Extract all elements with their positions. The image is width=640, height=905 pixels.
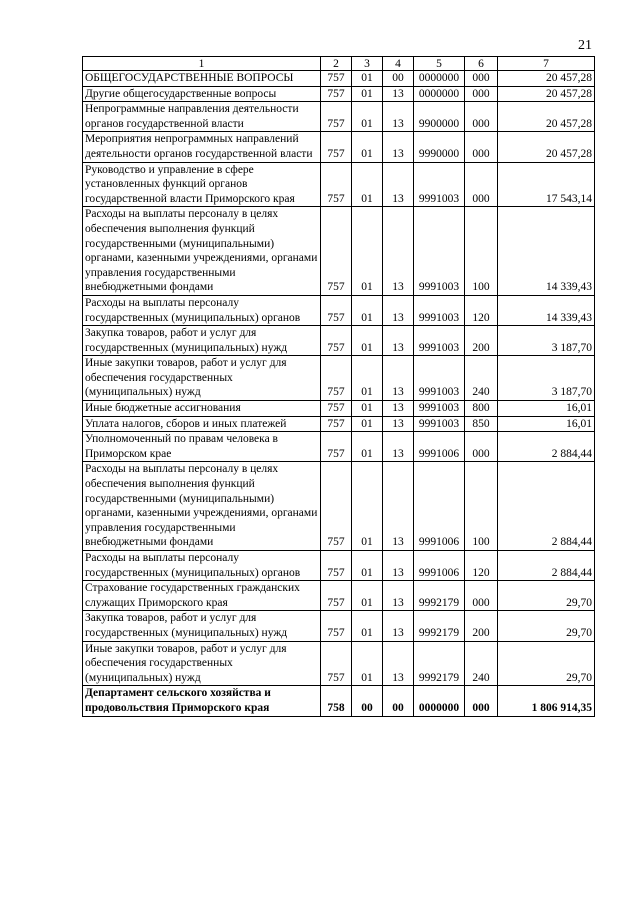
row-code-cell: 9992179: [414, 641, 465, 686]
row-amount-cell: 20 457,28: [498, 71, 595, 87]
row-code-cell: 01: [352, 356, 383, 401]
row-code-cell: 9991003: [414, 416, 465, 432]
row-code-cell: 01: [352, 641, 383, 686]
row-name-cell: Закупка товаров, работ и услуг для государственных (муниципальных) нужд: [83, 326, 321, 356]
row-name-cell: Иные закупки товаров, работ и услуг для обеспечения государственных (муниципальных) нужд: [83, 641, 321, 686]
row-code-cell: 757: [321, 462, 352, 551]
row-name-cell: Департамент сельского хозяйства и продовольствия Приморского края: [83, 686, 321, 716]
row-name-cell: Страхование государственных гражданских служащих Приморского края: [83, 581, 321, 611]
row-code-cell: 01: [352, 162, 383, 207]
row-code-cell: 9991006: [414, 462, 465, 551]
row-code-cell: 13: [383, 207, 414, 296]
row-code-cell: 00: [383, 686, 414, 716]
row-amount-cell: 29,70: [498, 611, 595, 641]
row-amount-cell: 2 884,44: [498, 462, 595, 551]
row-code-cell: 757: [321, 102, 352, 132]
row-code-cell: 757: [321, 551, 352, 581]
row-code-cell: 757: [321, 132, 352, 162]
row-amount-cell: 3 187,70: [498, 356, 595, 401]
row-name-cell: Непрограммные направления деятельности органов государственной власти: [83, 102, 321, 132]
row-code-cell: 758: [321, 686, 352, 716]
row-code-cell: 000: [465, 132, 498, 162]
row-amount-cell: 20 457,28: [498, 132, 595, 162]
row-name-cell: Иные бюджетные ассигнования: [83, 401, 321, 417]
row-code-cell: 000: [465, 432, 498, 462]
row-code-cell: 01: [352, 462, 383, 551]
row-code-cell: 800: [465, 401, 498, 417]
table-row: [83, 581, 595, 611]
table-row: [83, 207, 595, 296]
row-code-cell: 000: [465, 86, 498, 102]
table-row: [83, 132, 595, 162]
row-code-cell: 757: [321, 641, 352, 686]
row-code-cell: 120: [465, 295, 498, 325]
row-code-cell: 757: [321, 71, 352, 87]
row-code-cell: 01: [352, 71, 383, 87]
page-number: 21: [578, 38, 592, 53]
header-cell: 1: [83, 57, 321, 71]
row-code-cell: 120: [465, 551, 498, 581]
row-code-cell: 9992179: [414, 581, 465, 611]
row-name-cell: Закупка товаров, работ и услуг для государственных (муниципальных) нужд: [83, 611, 321, 641]
row-code-cell: 0000000: [414, 686, 465, 716]
row-code-cell: 01: [352, 86, 383, 102]
table-row: [83, 356, 595, 401]
row-code-cell: 13: [383, 551, 414, 581]
row-code-cell: 757: [321, 326, 352, 356]
row-code-cell: 0000000: [414, 86, 465, 102]
row-code-cell: 01: [352, 102, 383, 132]
row-code-cell: 100: [465, 207, 498, 296]
row-code-cell: 13: [383, 611, 414, 641]
table-row: [83, 102, 595, 132]
row-code-cell: 13: [383, 102, 414, 132]
row-code-cell: 757: [321, 86, 352, 102]
row-code-cell: 9991003: [414, 162, 465, 207]
row-code-cell: 000: [465, 686, 498, 716]
row-amount-cell: 16,01: [498, 401, 595, 417]
row-code-cell: 240: [465, 641, 498, 686]
row-name-cell: Расходы на выплаты персоналу в целях обеспечения выполнения функций государственными (муниципальными) органами, казенными учреждениями, органами управления государственными внебюджетными фондами: [83, 207, 321, 296]
row-amount-cell: 14 339,43: [498, 207, 595, 296]
row-code-cell: 757: [321, 432, 352, 462]
row-code-cell: 000: [465, 102, 498, 132]
header-cell: 3: [352, 57, 383, 71]
row-code-cell: 757: [321, 581, 352, 611]
row-code-cell: 01: [352, 132, 383, 162]
row-amount-cell: 14 339,43: [498, 295, 595, 325]
header-cell: 4: [383, 57, 414, 71]
row-code-cell: 13: [383, 162, 414, 207]
row-code-cell: 757: [321, 611, 352, 641]
row-amount-cell: 29,70: [498, 581, 595, 611]
budget-table: [82, 56, 595, 717]
row-code-cell: 9991003: [414, 401, 465, 417]
row-code-cell: 757: [321, 295, 352, 325]
header-row: [83, 57, 595, 71]
row-name-cell: Мероприятия непрограммных направлений деятельности органов государственной власти: [83, 132, 321, 162]
row-code-cell: 757: [321, 162, 352, 207]
row-code-cell: 9992179: [414, 611, 465, 641]
table-row: [83, 432, 595, 462]
row-code-cell: 13: [383, 581, 414, 611]
table-row: [83, 686, 595, 716]
row-code-cell: 13: [383, 86, 414, 102]
header-cell: 2: [321, 57, 352, 71]
row-amount-cell: 17 543,14: [498, 162, 595, 207]
row-amount-cell: 20 457,28: [498, 86, 595, 102]
row-code-cell: 00: [383, 71, 414, 87]
row-code-cell: 757: [321, 207, 352, 296]
row-amount-cell: 16,01: [498, 416, 595, 432]
row-code-cell: 9991003: [414, 356, 465, 401]
table-row: [83, 71, 595, 87]
row-amount-cell: 1 806 914,35: [498, 686, 595, 716]
table-row: [83, 401, 595, 417]
row-code-cell: 13: [383, 416, 414, 432]
row-name-cell: Уполномоченный по правам человека в Приморском крае: [83, 432, 321, 462]
row-amount-cell: 20 457,28: [498, 102, 595, 132]
row-code-cell: 01: [352, 326, 383, 356]
row-code-cell: 9991003: [414, 295, 465, 325]
row-code-cell: 100: [465, 462, 498, 551]
table-row: [83, 551, 595, 581]
row-code-cell: 13: [383, 641, 414, 686]
header-cell: 6: [465, 57, 498, 71]
table-row: [83, 416, 595, 432]
row-code-cell: 200: [465, 326, 498, 356]
row-code-cell: 01: [352, 581, 383, 611]
row-code-cell: 0000000: [414, 71, 465, 87]
row-name-cell: Расходы на выплаты персоналу в целях обеспечения выполнения функций государственными (муниципальными) органами, казенными учреждениями, органами управления государственными внебюджетными фондами: [83, 462, 321, 551]
row-name-cell: ОБЩЕГОСУДАРСТВЕННЫЕ ВОПРОСЫ: [83, 71, 321, 87]
row-code-cell: 200: [465, 611, 498, 641]
row-code-cell: 13: [383, 462, 414, 551]
row-code-cell: 01: [352, 416, 383, 432]
row-code-cell: 13: [383, 356, 414, 401]
table-row: [83, 326, 595, 356]
row-code-cell: 13: [383, 432, 414, 462]
row-code-cell: 9991003: [414, 326, 465, 356]
row-code-cell: 757: [321, 401, 352, 417]
row-code-cell: 01: [352, 432, 383, 462]
row-name-cell: Другие общегосударственные вопросы: [83, 86, 321, 102]
row-code-cell: 13: [383, 326, 414, 356]
row-amount-cell: 2 884,44: [498, 551, 595, 581]
row-code-cell: 01: [352, 295, 383, 325]
table-row: [83, 641, 595, 686]
table-row: [83, 162, 595, 207]
row-code-cell: 01: [352, 551, 383, 581]
row-name-cell: Уплата налогов, сборов и иных платежей: [83, 416, 321, 432]
row-code-cell: 9991003: [414, 207, 465, 296]
table-row: [83, 86, 595, 102]
row-code-cell: 000: [465, 162, 498, 207]
row-code-cell: 13: [383, 295, 414, 325]
row-amount-cell: 2 884,44: [498, 432, 595, 462]
row-code-cell: 9990000: [414, 132, 465, 162]
row-amount-cell: 3 187,70: [498, 326, 595, 356]
table-row: [83, 462, 595, 551]
row-code-cell: 757: [321, 356, 352, 401]
row-code-cell: 00: [352, 686, 383, 716]
row-name-cell: Руководство и управление в сфере установленных функций органов государственной власти Приморского края: [83, 162, 321, 207]
row-code-cell: 757: [321, 416, 352, 432]
row-code-cell: 01: [352, 611, 383, 641]
row-code-cell: 000: [465, 581, 498, 611]
row-code-cell: 000: [465, 71, 498, 87]
row-name-cell: Расходы на выплаты персоналу государственных (муниципальных) органов: [83, 551, 321, 581]
row-name-cell: Иные закупки товаров, работ и услуг для обеспечения государственных (муниципальных) нужд: [83, 356, 321, 401]
row-code-cell: 9900000: [414, 102, 465, 132]
row-code-cell: 9991006: [414, 551, 465, 581]
row-code-cell: 13: [383, 132, 414, 162]
header-cell: 5: [414, 57, 465, 71]
row-code-cell: 9991006: [414, 432, 465, 462]
row-code-cell: 01: [352, 207, 383, 296]
table-row: [83, 611, 595, 641]
row-amount-cell: 29,70: [498, 641, 595, 686]
table-row: [83, 295, 595, 325]
row-name-cell: Расходы на выплаты персоналу государственных (муниципальных) органов: [83, 295, 321, 325]
row-code-cell: 240: [465, 356, 498, 401]
row-code-cell: 13: [383, 401, 414, 417]
row-code-cell: 01: [352, 401, 383, 417]
row-code-cell: 850: [465, 416, 498, 432]
header-cell: 7: [498, 57, 595, 71]
